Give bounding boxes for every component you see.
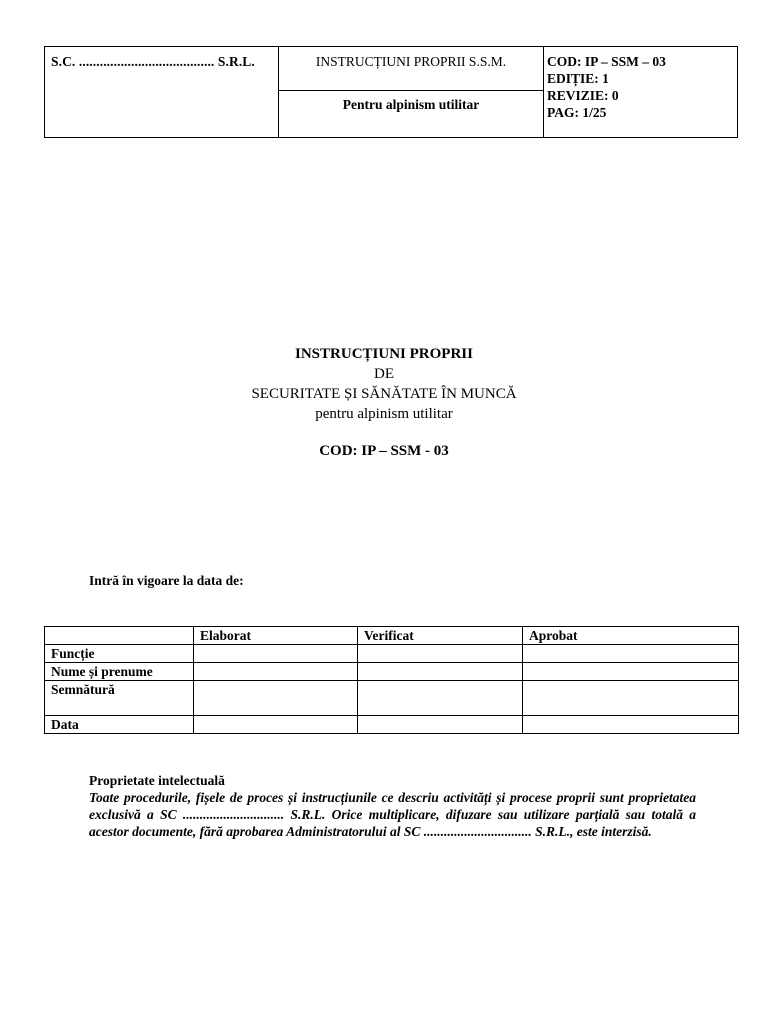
table-header-cell: Elaborat [194,627,358,645]
table-cell [523,681,739,716]
header-title-cell [279,47,544,137]
table-cell [194,663,358,681]
ip-notice [89,772,696,840]
table-cell [358,681,523,716]
table-header-cell: Aprobat [523,627,739,645]
title-code: COD: IP – SSM - 03 [319,443,449,459]
header-meta-cell [544,47,737,143]
ip-notice-heading: Proprietate intelectuală [89,773,225,788]
title-line-2: DE [374,366,394,382]
signature-table [44,626,739,734]
table-header-row [45,627,739,645]
table-cell [358,663,523,681]
title-line-4: pentru alpinism utilitar [315,406,453,422]
table-cell [358,645,523,663]
table-row [45,681,739,716]
table-row [45,645,739,663]
table-cell [194,645,358,663]
table-cell [194,716,358,734]
ip-notice-text: Toate procedurile, fișele de proces și instrucțiunile ce descriu activități și procese proprii sunt proprietatea exclusivă a SC .............................. S.R.L. Orice multiplicare, difuzare sau utilizare parțială sau totală a acestor documente, fără aprobarea Administratorului al SC ................................ S.R.L., este interzisă. [89,790,696,839]
header-doc-title: INSTRUCȚIUNI PROPRII S.S.M. [279,47,543,91]
table-row [45,663,739,681]
company-name: S.C. ....................................... S.R.L. [51,54,255,69]
header-page: PAG: 1/25 [547,105,607,120]
document-header [44,46,738,138]
table-header-cell [45,627,194,645]
table-cell [523,716,739,734]
row-label: Funcție [45,645,194,663]
header-code: COD: IP – SSM – 03 [547,54,666,69]
effective-date-label: Intră în vigoare la data de: [89,573,244,588]
table-row [45,716,739,734]
row-label: Semnătură [45,681,194,716]
header-doc-subtitle: Pentru alpinism utilitar [342,97,480,112]
header-company-cell [45,47,279,137]
table-cell [358,716,523,734]
header-revision: REVIZIE: 0 [547,88,619,103]
table-header-cell: Verificat [358,627,523,645]
main-title-block [0,344,768,461]
row-label: Data [45,716,194,734]
header-edition: EDIȚIE: 1 [547,71,609,86]
table-cell [523,645,739,663]
title-line-1: INSTRUCȚIUNI PROPRII [295,346,473,362]
title-line-3: SECURITATE ȘI SĂNĂTATE ÎN MUNCĂ [251,386,517,402]
table-cell [523,663,739,681]
table-cell [194,681,358,716]
row-label: Nume și prenume [45,663,194,681]
